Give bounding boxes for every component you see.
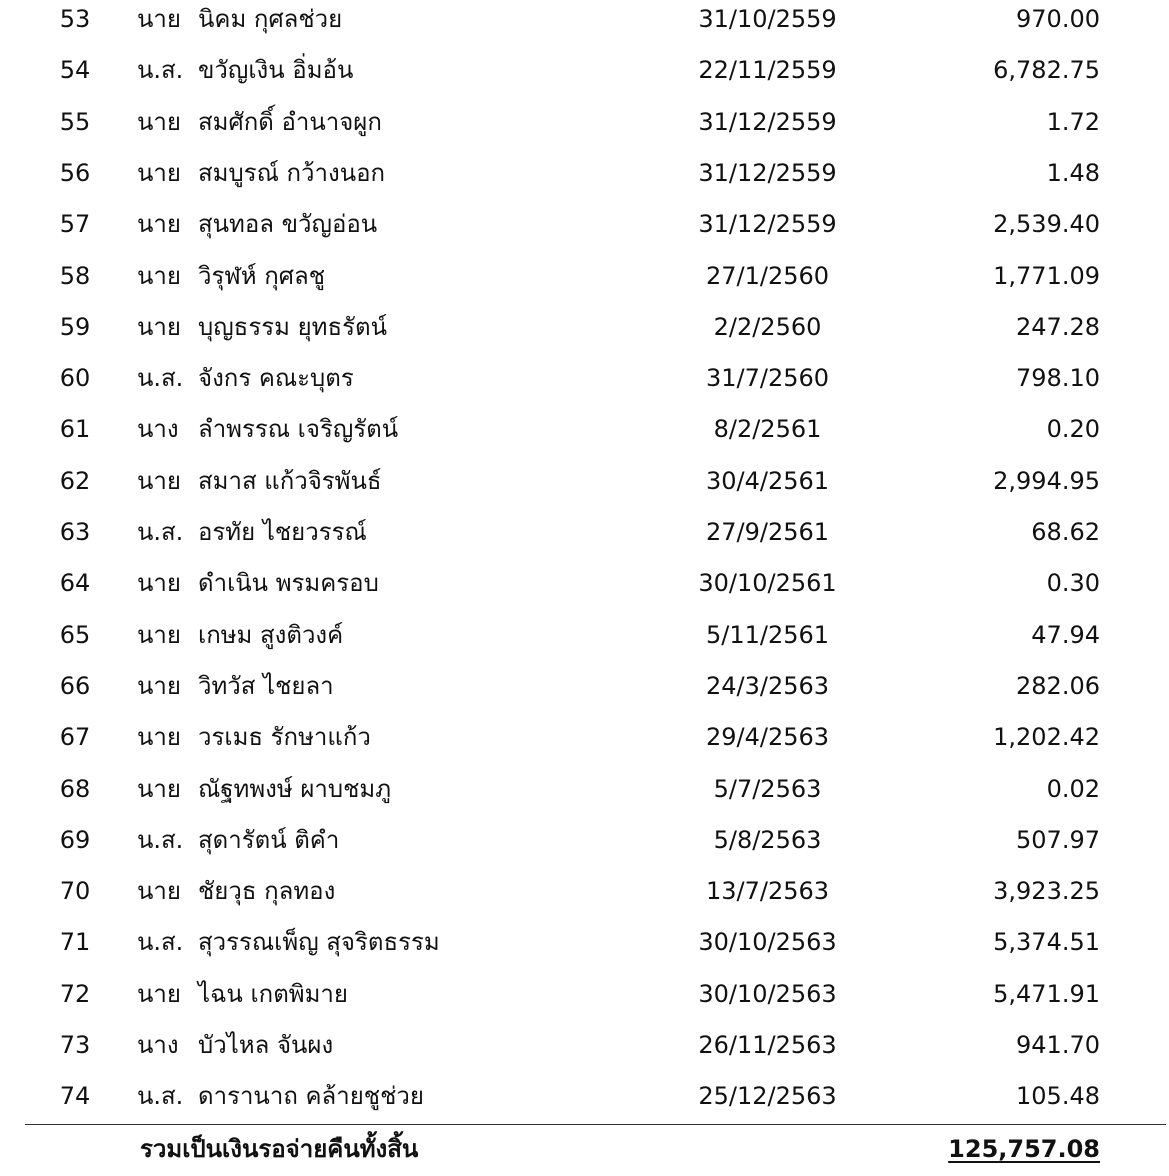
name-title: นาง [137, 1031, 179, 1059]
table-row [0, 1020, 1169, 1071]
row-number: 73 [59, 1031, 91, 1059]
person-name: สุวรรณเพ็ญ สุจริตธรรม [198, 928, 440, 957]
name-title: นาย [137, 569, 181, 598]
row-date: 25/12/2563 [698, 1082, 837, 1111]
row-date: 29/4/2563 [705, 723, 830, 752]
row-amount: 1,771.09 [993, 261, 1100, 290]
row-date: 5/8/2563 [713, 825, 822, 854]
row-number: 65 [59, 620, 91, 649]
name-title: น.ส. [137, 56, 184, 85]
row-number: 53 [59, 5, 91, 33]
table-row [0, 199, 1169, 250]
row-amount: 0.20 [1046, 415, 1100, 444]
row-amount: 941.70 [1016, 1031, 1100, 1059]
total-row [0, 1126, 1169, 1172]
row-amount: 798.10 [1016, 364, 1100, 393]
table-row [0, 866, 1169, 917]
name-title: นาย [137, 877, 181, 906]
row-amount: 47.94 [1031, 620, 1100, 649]
row-date: 31/12/2559 [698, 107, 837, 136]
row-amount: 507.97 [1016, 825, 1100, 854]
table-row [0, 45, 1169, 96]
row-number: 72 [59, 979, 91, 1008]
person-name: บุญธรรม ยุทธรัตน์ [198, 312, 387, 341]
row-number: 71 [59, 928, 91, 957]
table-row [0, 456, 1169, 507]
name-title: นาย [137, 671, 181, 700]
row-date: 27/9/2561 [705, 518, 830, 546]
name-title: นาย [137, 466, 181, 495]
row-number: 74 [59, 1082, 91, 1111]
person-name: จังกร คณะบุตร [198, 364, 354, 393]
person-name: สุนทอล ขวัญอ่อน [198, 210, 378, 239]
row-date: 27/1/2560 [705, 261, 830, 290]
row-date: 31/12/2559 [698, 210, 837, 239]
name-title: น.ส. [137, 825, 184, 854]
table-row [0, 0, 1169, 45]
row-date: 30/10/2561 [698, 569, 837, 598]
table-row [0, 610, 1169, 661]
name-title: น.ส. [137, 1082, 184, 1111]
person-name: อรทัย ไชยวรรณ์ [198, 518, 367, 546]
person-name: สมบูรณ์ กว้างนอก [198, 158, 386, 187]
row-number: 56 [59, 158, 91, 187]
table-row [0, 251, 1169, 302]
row-number: 63 [59, 518, 91, 546]
person-name: ลำพรรณ เจริญรัตน์ [198, 415, 399, 444]
row-number: 60 [59, 364, 91, 393]
total-separator-line [25, 1124, 1166, 1125]
row-amount: 2,994.95 [993, 466, 1100, 495]
row-amount: 282.06 [1016, 671, 1100, 700]
row-amount: 0.30 [1046, 569, 1100, 598]
row-amount: 68.62 [1031, 518, 1100, 546]
name-title: นาย [137, 979, 181, 1008]
row-amount: 970.00 [1016, 5, 1100, 33]
row-date: 24/3/2563 [705, 671, 830, 700]
table-row [0, 917, 1169, 968]
name-title: นาย [137, 312, 181, 341]
total-amount: 125,757.08 [948, 1135, 1100, 1163]
row-date: 30/10/2563 [698, 979, 837, 1008]
name-title: น.ส. [137, 364, 184, 393]
row-amount: 5,374.51 [993, 928, 1100, 957]
row-date: 26/11/2563 [698, 1031, 837, 1059]
row-amount: 6,782.75 [993, 56, 1100, 85]
row-number: 67 [59, 723, 91, 752]
row-number: 70 [59, 877, 91, 906]
total-label: รวมเป็นเงินรอจ่ายคืนทั้งสิ้น [140, 1135, 419, 1163]
name-title: นาย [137, 620, 181, 649]
row-date: 30/10/2563 [698, 928, 837, 957]
table-row [0, 969, 1169, 1020]
row-number: 61 [59, 415, 91, 444]
person-name: ไฉน เกตพิมาย [198, 979, 348, 1008]
table-row [0, 558, 1169, 609]
person-name: วิรุฬห์ กุศลชู [198, 261, 325, 290]
person-name: นิคม กุศลช่วย [198, 5, 343, 33]
person-name: ณัฐทพงษ์ ผาบชมภู [198, 774, 392, 803]
person-name: สมาส แก้วจิรพันธ์ [198, 466, 382, 495]
name-title: นาย [137, 107, 181, 136]
row-amount: 1,202.42 [993, 723, 1100, 752]
person-name: สุดารัตน์ ติคำ [198, 825, 340, 854]
name-title: น.ส. [137, 518, 184, 546]
row-number: 62 [59, 466, 91, 495]
table-row [0, 404, 1169, 455]
row-date: 31/7/2560 [705, 364, 830, 393]
row-number: 58 [59, 261, 91, 290]
row-date: 22/11/2559 [698, 56, 837, 85]
row-date: 8/2/2561 [713, 415, 822, 444]
name-title: นาย [137, 5, 181, 33]
row-number: 59 [59, 312, 91, 341]
name-title: นาย [137, 158, 181, 187]
name-title: นาย [137, 774, 181, 803]
table-row [0, 815, 1169, 866]
person-name: บัวไหล จันผง [198, 1031, 334, 1059]
row-date: 31/10/2559 [698, 5, 837, 33]
row-number: 66 [59, 671, 91, 700]
row-date: 5/11/2561 [705, 620, 830, 649]
row-date: 13/7/2563 [705, 877, 830, 906]
person-name: สมศักดิ์ อำนาจผูก [198, 107, 382, 136]
name-title: นาย [137, 723, 181, 752]
row-amount: 247.28 [1016, 312, 1100, 341]
table-row [0, 302, 1169, 353]
row-number: 69 [59, 825, 91, 854]
row-number: 54 [59, 56, 91, 85]
name-title: น.ส. [137, 928, 184, 957]
name-title: นาย [137, 210, 181, 239]
row-amount: 5,471.91 [993, 979, 1100, 1008]
row-amount: 2,539.40 [993, 210, 1100, 239]
person-name: ชัยวุธ กุลทอง [198, 877, 336, 906]
row-number: 68 [59, 774, 91, 803]
row-date: 31/12/2559 [698, 158, 837, 187]
person-name: ดารานาถ คล้ายชูช่วย [198, 1082, 424, 1111]
row-amount: 0.02 [1046, 774, 1100, 803]
person-name: เกษม สูงติวงค์ [198, 620, 344, 649]
person-name: ดำเนิน พรมครอบ [198, 569, 379, 598]
row-date: 2/2/2560 [713, 312, 822, 341]
row-number: 57 [59, 210, 91, 239]
name-title: นาย [137, 261, 181, 290]
table-row [0, 507, 1169, 558]
person-name: วิทวัส ไชยลา [198, 671, 334, 700]
row-date: 5/7/2563 [713, 774, 822, 803]
row-number: 64 [59, 569, 91, 598]
table-row [0, 353, 1169, 404]
table-row [0, 148, 1169, 199]
table-row [0, 1071, 1169, 1122]
table-row [0, 661, 1169, 712]
person-name: ขวัญเงิน อิ่มอ้น [198, 56, 354, 85]
row-amount: 105.48 [1016, 1082, 1100, 1111]
row-number: 55 [59, 107, 91, 136]
row-date: 30/4/2561 [705, 466, 830, 495]
row-amount: 1.48 [1046, 158, 1100, 187]
name-title: นาง [137, 415, 179, 444]
table-row [0, 712, 1169, 763]
table-row [0, 97, 1169, 148]
row-amount: 1.72 [1046, 107, 1100, 136]
row-amount: 3,923.25 [993, 877, 1100, 906]
table-row [0, 764, 1169, 815]
person-name: วรเมธ รักษาแก้ว [198, 723, 371, 752]
